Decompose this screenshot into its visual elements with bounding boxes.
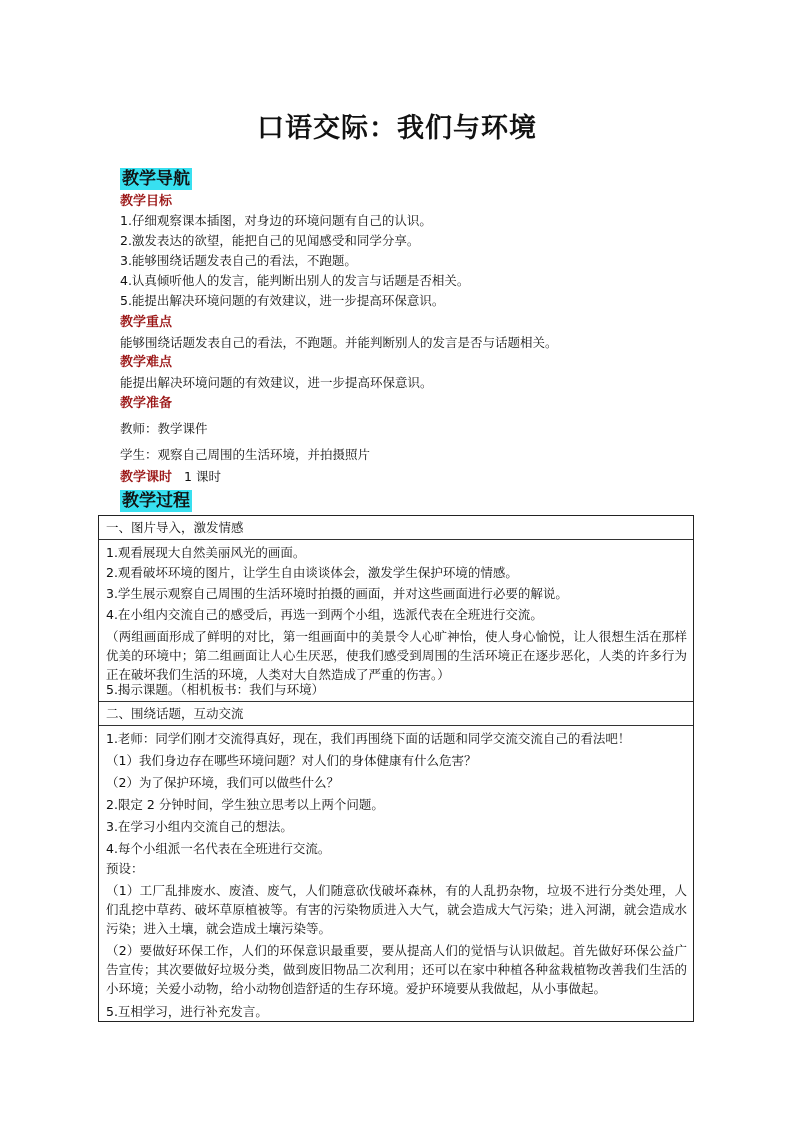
list-item: 5.互相学习，进行补充发言。 <box>106 1004 268 1019</box>
list-item: （2）要做好环保工作，人们的环保意识最重要，要从提高人们的觉悟与认识做起。首先做好环保公益广告宣传；其次要做好垃圾分类，做到废旧物品二次利用；还可以在家中种植各种盆栽植物改善我们生活的小环境；关爱小动物，给小动物创造舒适的生存环境。爱护环境要从我做起，从小事做起。 <box>106 943 687 996</box>
difficulty-text: 能提出解决环境问题的有效建议，进一步提高环保意识。 <box>120 375 433 390</box>
table-row <box>99 701 693 726</box>
section-heading-process: 教学过程 <box>122 491 190 511</box>
label-goals: 教学目标 <box>120 194 173 209</box>
table-row <box>99 516 693 540</box>
list-item: 3.学生展示观察自己周围的生活环境时拍摄的画面，并对这些画面进行必要的解说。 <box>106 586 568 601</box>
goal-item: 4.认真倾听他人的发言，能判断出别人的发言与话题是否相关。 <box>120 273 470 288</box>
list-item: 1.老师：同学们刚才交流得真好，现在，我们再围绕下面的话题和同学交流交流自己的看法吧！ <box>106 731 631 746</box>
list-item: 预设： <box>106 861 144 876</box>
list-item: （两组画面形成了鲜明的对比，第一组画面中的美景令人心旷神怡，使人身心愉悦，让人很想生活在那样优美的环境中；第二组画面让人心生厌恶，使我们感受到周围的生活环境正在逐步恶化，人类的许多行为正在破坏我们生活的环境，人类对大自然造成了严重的伤害。） <box>106 629 687 682</box>
section2-title: 二、围绕话题，互动交流 <box>106 706 244 721</box>
label-difficulty: 教学难点 <box>120 355 173 370</box>
list-item: 3.在学习小组内交流自己的想法。 <box>106 819 293 834</box>
goal-item: 5.能提出解决环境问题的有效建议，进一步提高环保意识。 <box>120 293 445 308</box>
list-item: 1.观看展现大自然美丽风光的画面。 <box>106 545 306 560</box>
prep-teacher: 教师：教学课件 <box>120 421 208 436</box>
label-class-hours: 教学课时 <box>120 470 173 485</box>
label-preparation: 教学准备 <box>120 396 173 411</box>
goal-item: 1.仔细观察课本插图，对身边的环境问题有自己的认识。 <box>120 213 432 228</box>
table-row <box>99 539 693 702</box>
list-item: 2.观看破坏环境的图片，让学生自由谈谈体会，激发学生保护环境的情感。 <box>106 565 518 580</box>
list-item: 4.每个小组派一名代表在全班进行交流。 <box>106 841 331 856</box>
key-points-text: 能够围绕话题发表自己的看法，不跑题。并能判断别人的发言是否与话题相关。 <box>120 335 558 350</box>
list-item: 2.限定 2 分钟时间，学生独立思考以上两个问题。 <box>106 797 384 812</box>
section-heading-guide: 教学导航 <box>122 169 190 189</box>
goal-item: 3.能够围绕话题发表自己的看法，不跑题。 <box>120 253 357 268</box>
process-table <box>98 515 694 1022</box>
table-row <box>99 725 693 1023</box>
page-title: 口语交际：我们与环境 <box>257 113 537 144</box>
label-key-points: 教学重点 <box>120 315 173 330</box>
list-item: （1）工厂乱排废水、废渣、废气，人们随意砍伐破坏森林，有的人乱扔杂物，垃圾不进行分类处理，人们乱挖中草药、破坏草原植被等。有害的污染物质进入大气，就会造成大气污染；进入河湖，就会造成水污染；进入土壤，就会造成土壤污染等。 <box>106 883 687 936</box>
goal-item: 2.激发表达的欲望，能把自己的见闻感受和同学分享。 <box>120 233 420 248</box>
class-hours-value: 1 课时 <box>184 469 221 484</box>
section1-title: 一、图片导入，激发情感 <box>106 520 244 535</box>
class-hours <box>120 468 221 487</box>
list-item: 4.在小组内交流自己的感受后，再选一到两个小组，选派代表在全班进行交流。 <box>106 607 543 622</box>
list-item: （1）我们身边存在哪些环境问题？对人们的身体健康有什么危害？ <box>106 753 477 768</box>
list-item: 5.揭示课题。（相机板书：我们与环境） <box>106 682 325 697</box>
list-item: （2）为了保护环境，我们可以做些什么？ <box>106 775 339 790</box>
prep-student: 学生：观察自己周围的生活环境，并拍摄照片 <box>120 447 371 462</box>
